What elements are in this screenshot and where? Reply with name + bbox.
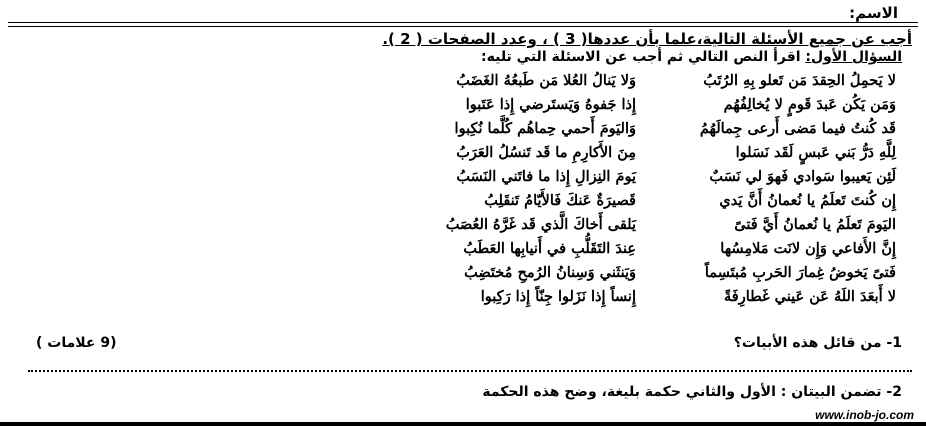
question1-marks: (9 علامات ) xyxy=(36,335,117,351)
verse xyxy=(346,168,906,189)
verse xyxy=(346,192,906,213)
verse-second-hemistich: عِندَ التَقَلُّبِ في أَنيابِها العَطَبُ xyxy=(463,240,636,257)
footer-bar xyxy=(0,422,926,426)
verse-first-hemistich: إِنَّ الأَفاعي وَإِن لانَت مَلامِسُها xyxy=(720,240,896,257)
verse-first-hemistich: إِن كُنتَ تَعلَمُ يا نُعمانُ أَنَّ يَدي xyxy=(719,192,896,209)
verse-second-hemistich: يَلقى أَخاكَ الَّذي قَد غَرَّهُ العُصَبُ xyxy=(445,216,636,233)
verse-first-hemistich: لا يَحمِلُ الحِقدَ مَن تَعلو بِهِ الرُتَبُ xyxy=(703,72,896,89)
verse-second-hemistich: إِذا جَفوهُ وَيَستَرضي إِذا عَتَبوا xyxy=(465,96,636,113)
divider-top xyxy=(8,22,918,23)
verse xyxy=(346,96,906,117)
verse xyxy=(346,288,906,309)
verse-second-hemistich: إِنساً إِذا نَزَلوا جِنّاً إِذا رَكِبوا xyxy=(480,288,636,305)
question1-instruction: اقرأ النص التالي ثم أجب عن الاسئلة التي تليه: xyxy=(481,49,806,65)
name-label: الاسم: xyxy=(849,4,898,22)
verse-second-hemistich: يَومَ النِزالِ إِذا ما فاتَني النَسَبُ xyxy=(456,168,636,185)
verse xyxy=(346,144,906,165)
verse-first-hemistich: لا أَبعَدَ اللَهُ عَن عَيني غَطارِفَةً xyxy=(724,288,896,305)
verse xyxy=(346,216,906,237)
divider-top-double xyxy=(8,26,918,27)
answer-dotted-line xyxy=(28,370,912,372)
question1-heading xyxy=(481,49,902,65)
verse-first-hemistich: اليَومَ تَعلَمُ يا نُعمانُ أَيَّ فَتىً xyxy=(734,216,896,233)
verse xyxy=(346,240,906,261)
verse xyxy=(346,72,906,93)
verse-first-hemistich: قَد كُنتُ فيما مَضى أَرعى جِمالَهُمُ xyxy=(699,120,896,137)
poem xyxy=(346,72,906,308)
verse-first-hemistich: لَئِن يَعيبوا سَوادي فَهوَ لي نَسَبٌ xyxy=(709,168,896,185)
verse-second-hemistich: وَلا يَنالُ العُلا مَن طَبعُهُ الغَضَبُ xyxy=(456,72,636,89)
exam-instruction: أجب عن جميع الأسئلة التالية،علما بأن عددها( 3 ) ، وعدد الصفحات ( 2 ). xyxy=(382,30,912,48)
verse-first-hemistich: وَمَن يَكُن عَبدَ قَومٍ لا يُخالِفُهُم xyxy=(723,96,896,113)
verse-second-hemistich: مِنَ الأَكارِمِ ما قَد تَنسُلُ العَرَبُ xyxy=(456,144,636,161)
verse xyxy=(346,120,906,141)
site-watermark: www.inob-jo.com xyxy=(815,408,914,422)
question1-text: 1- من قائل هذه الأبيات؟ xyxy=(733,335,902,351)
question1-label: السؤال الأول: xyxy=(805,49,902,65)
verse-second-hemistich: وَيَنثَني وَسِنانُ الرُمحِ مُختَضِبُ xyxy=(464,264,636,281)
verse-second-hemistich: وَاليَومَ أَحمي حِماهُم كُلَّما نُكِبوا xyxy=(454,120,636,137)
question2-text: 2- تضمن البيتان : الأول والثاني حكمة بليغة، وضح هذه الحكمة xyxy=(482,384,902,400)
verse xyxy=(346,264,906,285)
verse-second-hemistich: قَصيرَةٌ عَنكَ فَالأَيّامُ تَنقَلِبُ xyxy=(484,192,636,209)
verse-first-hemistich: لِلَّهِ دَرُّ بَني عَبسٍ لَقَد نَسَلوا xyxy=(735,144,896,161)
verse-first-hemistich: فَتىً يَخوضُ غِمارَ الحَربِ مُبتَسِماً xyxy=(704,264,896,281)
